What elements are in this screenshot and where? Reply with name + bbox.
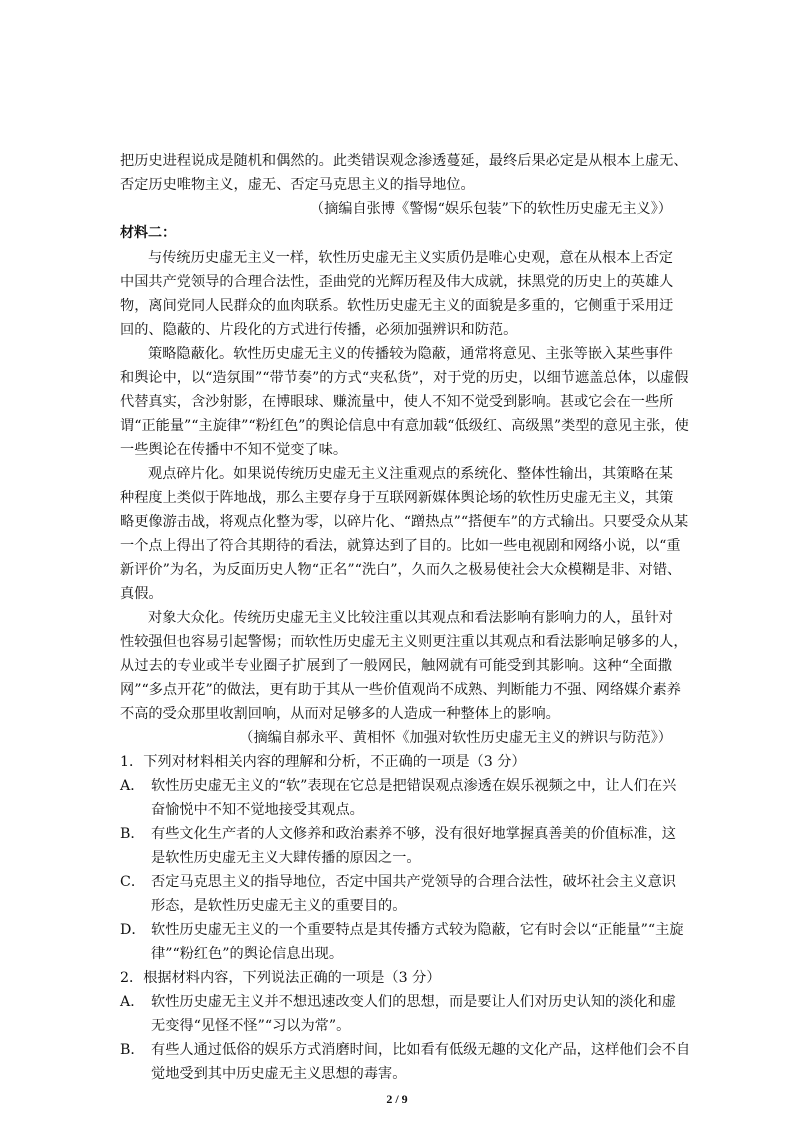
paragraph-line: 中国共产党领导的合理合法性，歪曲党的光辉历程及伟大成就，抹黑党的历史上的英雄人 bbox=[120, 274, 674, 290]
paragraph-line: 把历史进程说成是随机和偶然的。此类错误观念渗透蔓延，最终后果必定是从根本上虚无、 bbox=[120, 153, 688, 169]
paragraph-line: 一些舆论在传播中不知不觉变了味。 bbox=[120, 442, 348, 458]
option-text: 软性历史虚无主义并不想迅速改变人们的思想，而是要让人们对历史认知的淡化和虚 bbox=[151, 994, 676, 1010]
section-heading: 材料二： bbox=[120, 225, 176, 241]
paragraph-line: 否定历史唯物主义，虚无、否定马克思主义的指导地位。 bbox=[120, 177, 475, 193]
option-text: 是软性历史虚无主义大肆传播的原因之一。 bbox=[151, 850, 421, 866]
paragraph-line: 回的、隐蔽的、片段化的方式进行传播，必须加强辨识和防范。 bbox=[120, 322, 518, 338]
option-text: 形态，是软性历史虚无主义的重要目的。 bbox=[151, 898, 407, 914]
option-label: C． bbox=[120, 874, 146, 890]
source-citation: （摘编自张博《警惕“娱乐包装”下的软性历史虚无主义》） bbox=[309, 201, 672, 217]
paragraph-line: 和舆论中，以“造氛围”“带节奏”的方式“夹私货”，对于党的历史，以细节遮盖总体，以虚假 bbox=[120, 370, 689, 386]
paragraph-line: 从过去的专业或半专业圈子扩展到了一般网民，触网就有可能受到其影响。这种“全面撒 bbox=[120, 658, 672, 674]
option-label: B． bbox=[120, 826, 145, 842]
question-1: 1．下列对材料相关内容的理解和分析，不正确的一项是（3 分） bbox=[120, 754, 526, 770]
paragraph-line: 网”“多点开花”的做法，更有助于其从一些价值观尚不成熟、判断能力不强、网络媒介素养 bbox=[120, 682, 681, 698]
paragraph-line: 略更像游击战，将观点化整为零，以碎片化、“蹭热点”“搭便车”的方式输出。只要受众从某 bbox=[120, 514, 689, 530]
option-text: 律”“粉红色”的舆论信息出现。 bbox=[151, 946, 344, 962]
option-label: B． bbox=[120, 1042, 145, 1058]
paragraph-line: 种程度上类似于阵地战，那么主要存身于互联网新媒体舆论场的软性历史虚无主义，其策 bbox=[120, 490, 674, 506]
paragraph-line: 对象大众化。传统历史虚无主义比较注重以其观点和看法影响有影响力的人，虽针对 bbox=[148, 610, 673, 626]
paragraph-line: 与传统历史虚无主义一样，软性历史虚无主义实质仍是唯心史观，意在从根本上否定 bbox=[148, 250, 673, 266]
page-number: 2 / 9 bbox=[386, 1092, 408, 1106]
paragraph-line: 谓“正能量”“主旋律”“粉红色”的舆论信息中有意加载“低级红、高级黑”类型的意见主张，使 bbox=[120, 418, 689, 434]
option-text: 无变得“见怪不怪”“习以为常”。 bbox=[151, 1018, 351, 1034]
paragraph-line: 新评价”为名，为反面历史人物“正名”“洗白”，久而久之极易使社会大众模糊是非、对错、 bbox=[120, 562, 682, 578]
option-text: 奋愉悦中不知不觉地接受其观点。 bbox=[151, 802, 364, 818]
question-2: 2．根据材料内容，下列说法正确的一项是（3 分） bbox=[120, 970, 441, 986]
option-label: A． bbox=[120, 994, 145, 1010]
option-text: 否定马克思主义的指导地位，否定中国共产党领导的合理合法性，破坏社会主义意识 bbox=[151, 874, 676, 890]
source-citation: （摘编自郝永平、黄相怀《加强对软性历史虚无主义的辨识与防范》） bbox=[239, 730, 672, 746]
option-label: A． bbox=[120, 778, 145, 794]
paragraph-line: 真假。 bbox=[120, 586, 163, 602]
paragraph-line: 不高的受众那里收割回响，从而对足够多的人造成一种整体上的影响。 bbox=[120, 706, 560, 722]
paragraph-line: 物，离间党同人民群众的血肉联系。软性历史虚无主义的面貌是多重的，它侧重于采用迂 bbox=[120, 298, 674, 314]
paragraph-line: 性较强但也容易引起警惕；而软性历史虚无主义则更注重以其观点和看法影响足够多的人， bbox=[120, 634, 688, 650]
option-text: 有些人通过低俗的娱乐方式消磨时间，比如看有低级无趣的文化产品，这样他们会不自 bbox=[151, 1042, 691, 1058]
option-label: D． bbox=[120, 922, 146, 938]
option-text: 软性历史虚无主义的“软”表现在它总是把错误观点渗透在娱乐视频之中，让人们在兴 bbox=[151, 778, 677, 794]
paragraph-line: 一个点上得出了符合其期待的看法，就算达到了目的。比如一些电视剧和网络小说，以“重 bbox=[120, 538, 681, 554]
paragraph-line: 代替真实，含沙射影，在博眼球、赚流量中，使人不知不觉受到影响。甚或它会在一些所 bbox=[120, 394, 674, 410]
option-text: 有些文化生产者的人文修养和政治素养不够，没有很好地掌握真善美的价值标准，这 bbox=[151, 826, 676, 842]
option-text: 觉地受到其中历史虚无主义思想的毒害。 bbox=[151, 1066, 407, 1082]
paragraph-line: 策略隐蔽化。软性历史虚无主义的传播较为隐蔽，通常将意见、主张等嵌入某些事件 bbox=[148, 346, 673, 362]
paragraph-line: 观点碎片化。如果说传统历史虚无主义注重观点的系统化、整体性输出，其策略在某 bbox=[148, 466, 673, 482]
option-text: 软性历史虚无主义的一个重要特点是其传播方式较为隐蔽，它有时会以“正能量”“主旋 bbox=[151, 922, 684, 938]
